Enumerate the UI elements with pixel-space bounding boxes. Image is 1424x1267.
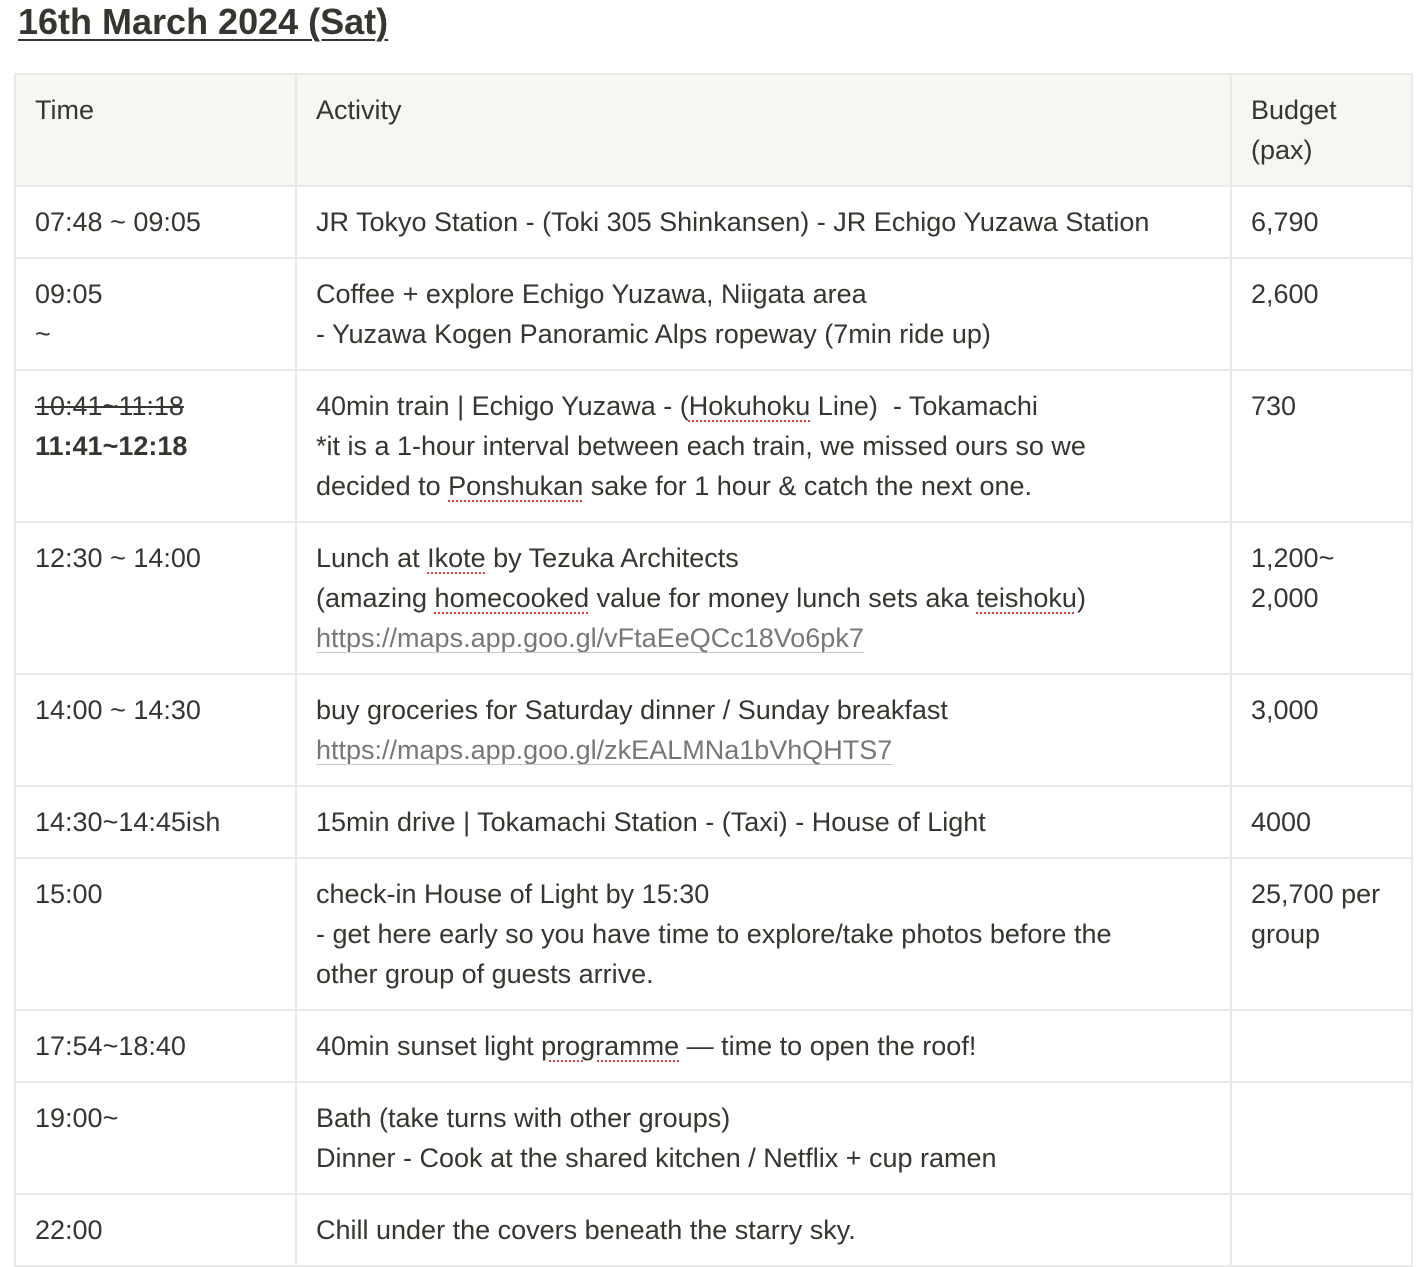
- budget-cell[interactable]: [1231, 858, 1412, 1010]
- header-activity[interactable]: [296, 74, 1231, 186]
- spellcheck-word[interactable]: Hokuhoku: [688, 391, 811, 421]
- activity-note: decided to: [316, 471, 449, 501]
- budget-cell[interactable]: [1231, 786, 1412, 858]
- activity-note: *it is a 1-hour interval between each train, we missed ours so we: [316, 431, 1086, 461]
- spellcheck-word[interactable]: homecooked: [434, 583, 590, 613]
- budget-cell[interactable]: [1231, 258, 1412, 370]
- header-activity-label: Activity: [316, 95, 402, 125]
- activity-subtext: - get here early so you have time to explore/take photos before the: [316, 919, 1112, 949]
- activity-text: buy groceries for Saturday dinner / Sunday breakfast: [316, 695, 948, 725]
- activity-cell[interactable]: [296, 1194, 1231, 1266]
- time-struck-text: 10:41~11:18: [35, 391, 184, 421]
- activity-cell[interactable]: [296, 186, 1231, 258]
- time-cell[interactable]: [15, 258, 296, 370]
- budget-cell[interactable]: [1231, 674, 1412, 786]
- budget-text: 2,600: [1251, 279, 1319, 309]
- spellcheck-word[interactable]: programme: [541, 1031, 680, 1061]
- header-time[interactable]: [15, 74, 296, 186]
- table-row: [15, 1194, 1412, 1266]
- time-text: 14:00 ~ 14:30: [35, 695, 201, 725]
- activity-text: 40min sunset light: [316, 1031, 542, 1061]
- budget-cell[interactable]: [1231, 1082, 1412, 1194]
- time-text: 14:30~14:45ish: [35, 807, 221, 837]
- activity-cell[interactable]: [296, 674, 1231, 786]
- table-row: [15, 522, 1412, 674]
- table-row: [15, 1082, 1412, 1194]
- activity-cell[interactable]: [296, 522, 1231, 674]
- table-row: [15, 370, 1412, 522]
- spellcheck-word[interactable]: Ponshukan: [448, 471, 584, 501]
- table-row: [15, 1010, 1412, 1082]
- header-budget[interactable]: [1231, 74, 1412, 186]
- time-cell[interactable]: [15, 1082, 296, 1194]
- activity-text: — time to open the roof!: [679, 1031, 977, 1061]
- time-cell[interactable]: [15, 1194, 296, 1266]
- time-cell[interactable]: [15, 858, 296, 1010]
- activity-text: Coffee + explore Echigo Yuzawa, Niigata area: [316, 279, 867, 309]
- activity-cell[interactable]: [296, 786, 1231, 858]
- time-cell[interactable]: [15, 522, 296, 674]
- time-text: 17:54~18:40: [35, 1031, 186, 1061]
- activity-text: by Tezuka Architects: [485, 543, 739, 573]
- budget-text: 4000: [1251, 807, 1312, 837]
- activity-text: value for money lunch sets aka: [589, 583, 977, 613]
- maps-link[interactable]: https://maps.app.goo.gl/vFtaEeQCc18Vo6pk7: [316, 623, 864, 653]
- budget-cell[interactable]: [1231, 186, 1412, 258]
- header-time-label: Time: [35, 95, 94, 125]
- time-text: 07:48 ~ 09:05: [35, 207, 201, 237]
- table-header-row: [15, 74, 1412, 186]
- budget-text-cont: group: [1251, 919, 1321, 949]
- activity-text: Bath (take turns with other groups): [316, 1103, 731, 1133]
- budget-cell[interactable]: [1231, 370, 1412, 522]
- budget-text-cont: 2,000: [1251, 583, 1319, 613]
- activity-cell[interactable]: [296, 1010, 1231, 1082]
- time-cell[interactable]: [15, 1010, 296, 1082]
- table-row: [15, 674, 1412, 786]
- activity-text: JR Tokyo Station - (Toki 305 Shinkansen) - JR Echigo Yuzawa Station: [316, 207, 1150, 237]
- time-bold-text: 11:41~12:18: [35, 431, 188, 461]
- maps-link[interactable]: https://maps.app.goo.gl/zkEALMNa1bVhQHTS7: [316, 735, 893, 765]
- spellcheck-word[interactable]: Ikote: [427, 543, 486, 573]
- budget-cell[interactable]: [1231, 1194, 1412, 1266]
- activity-cell[interactable]: [296, 858, 1231, 1010]
- header-budget-unit: (pax): [1251, 135, 1313, 165]
- spellcheck-word[interactable]: teishoku: [976, 583, 1077, 613]
- activity-subtext: - Yuzawa Kogen Panoramic Alps ropeway (7min ride up): [316, 319, 991, 349]
- activity-subtext: Dinner - Cook at the shared kitchen / Netflix + cup ramen: [316, 1143, 997, 1173]
- time-cell[interactable]: [15, 674, 296, 786]
- activity-text: Chill under the covers beneath the starry sky.: [316, 1215, 856, 1245]
- header-budget-label: Budget: [1251, 95, 1337, 125]
- activity-text: 40min train | Echigo Yuzawa - (: [316, 391, 689, 421]
- activity-text: (amazing: [316, 583, 435, 613]
- activity-text: Line) - Tokamachi: [810, 391, 1038, 421]
- table-row: [15, 786, 1412, 858]
- time-cell[interactable]: [15, 786, 296, 858]
- table-row: [15, 186, 1412, 258]
- time-text: 22:00: [35, 1215, 103, 1245]
- activity-cell[interactable]: [296, 1082, 1231, 1194]
- time-cell[interactable]: [15, 370, 296, 522]
- time-text: 12:30 ~ 14:00: [35, 543, 201, 573]
- activity-text: ): [1076, 583, 1086, 613]
- table-row: [15, 258, 1412, 370]
- budget-text: 3,000: [1251, 695, 1319, 725]
- budget-text: 1,200~: [1251, 543, 1335, 573]
- activity-cell[interactable]: [296, 370, 1231, 522]
- activity-note: sake for 1 hour & catch the next one.: [583, 471, 1032, 501]
- time-text: 09:05: [35, 279, 103, 309]
- budget-text: 6,790: [1251, 207, 1319, 237]
- time-cell[interactable]: [15, 186, 296, 258]
- itinerary-table: [14, 73, 1413, 1267]
- budget-cell[interactable]: [1231, 522, 1412, 674]
- table-row: [15, 858, 1412, 1010]
- activity-subtext-cont: other group of guests arrive.: [316, 959, 654, 989]
- activity-cell[interactable]: [296, 258, 1231, 370]
- budget-cell[interactable]: [1231, 1010, 1412, 1082]
- activity-text: check-in House of Light by 15:30: [316, 879, 710, 909]
- budget-text: 730: [1251, 391, 1297, 421]
- budget-text: 25,700 per: [1251, 879, 1381, 909]
- activity-text: Lunch at: [316, 543, 428, 573]
- time-text-cont: ~: [35, 319, 51, 349]
- activity-text: 15min drive | Tokamachi Station - (Taxi) - House of Light: [316, 807, 986, 837]
- page-title: 16th March 2024 (Sat): [18, 1, 389, 42]
- time-text: 19:00~: [35, 1103, 119, 1133]
- time-text: 15:00: [35, 879, 103, 909]
